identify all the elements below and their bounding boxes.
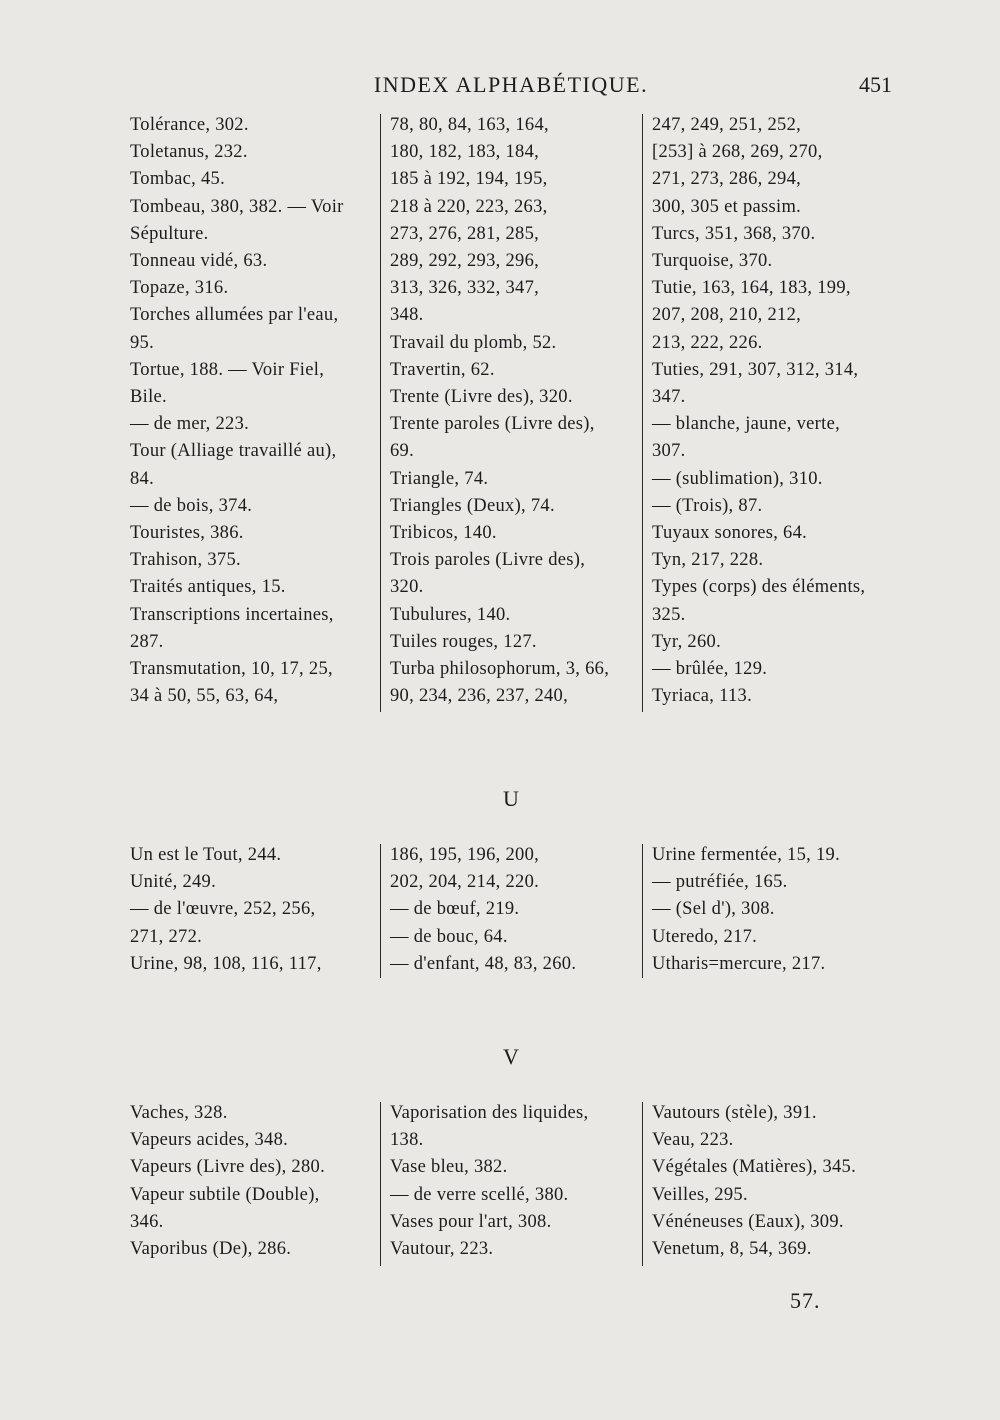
index-entry-line: Travertin, 62. <box>390 359 495 380</box>
index-entry-line: — d'enfant, 48, 83, 260. <box>390 953 577 974</box>
index-entry-line: — putréfiée, 165. <box>652 872 788 893</box>
index-entry-line: Un est le Tout, 244. <box>130 845 282 865</box>
index-entry-line: Tortue, 188. — Voir Fiel, <box>130 359 325 380</box>
index-entry-line: Tuties, 291, 307, 312, 314, <box>652 359 859 380</box>
index-entry-line: 90, 234, 236, 237, 240, <box>390 686 569 707</box>
index-entry-line: 95. <box>130 332 155 353</box>
index-entry-line: 186, 195, 196, 200, <box>390 845 540 865</box>
index-entry-line: Tour (Alliage travaillé au), <box>130 441 337 462</box>
index-entry-line: 346. <box>130 1211 164 1232</box>
index-entry-line: Transmutation, 10, 17, 25, <box>130 659 333 680</box>
index-entry-line: Traités antiques, 15. <box>130 577 286 598</box>
section-v <box>130 1100 892 1268</box>
index-entry-line: 300, 305 et passim. <box>652 196 802 217</box>
index-entry-line: Turquoise, 370. <box>652 251 773 272</box>
index-entry-line: 180, 182, 183, 184, <box>390 142 540 163</box>
signature-mark: 57. <box>790 1288 821 1313</box>
index-entry-line: Urine fermentée, 15, 19. <box>652 845 841 865</box>
index-entry-line: Types (corps) des éléments, <box>652 577 866 598</box>
index-entry-line: 325. <box>652 604 686 625</box>
index-column-1 <box>130 842 372 978</box>
index-entry-line: Trente (Livre des), 320. <box>390 387 573 408</box>
index-entry-line: Triangle, 74. <box>390 468 489 489</box>
index-entry-line: 213, 222, 226. <box>652 332 763 353</box>
index-entry-line: Turcs, 351, 368, 370. <box>652 223 816 244</box>
index-entry-line: Tyr, 260. <box>652 631 722 652</box>
section-t <box>130 112 892 718</box>
page-number: 451 <box>859 72 892 97</box>
index-column-1 <box>130 1100 372 1263</box>
index-entry-line: Tuyaux sonores, 64. <box>652 523 808 544</box>
column-rule <box>642 1102 643 1266</box>
index-entry-line: Trahison, 375. <box>130 550 241 571</box>
index-column-2 <box>390 112 632 710</box>
index-entry-line: Tolérance, 302. <box>130 115 249 135</box>
index-entry-line: 218 à 220, 223, 263, <box>390 196 548 217</box>
index-entry-line: — de bouc, 64. <box>390 926 508 947</box>
section-letter-u: U <box>503 786 519 811</box>
index-entry-line: Unité, 249. <box>130 872 217 893</box>
index-entry-line: Vapeurs (Livre des), 280. <box>130 1157 326 1178</box>
index-entry-line: — blanche, jaune, verte, <box>652 414 841 435</box>
index-entry-line: Trois paroles (Livre des), <box>390 550 586 571</box>
index-entry-line: Veilles, 295. <box>652 1184 748 1205</box>
index-entry-line: — (sublimation), 310. <box>652 468 823 489</box>
column-rule <box>642 114 643 712</box>
index-entry-line: 185 à 192, 194, 195, <box>390 169 548 190</box>
index-entry-line: — de mer, 223. <box>130 414 250 435</box>
index-entry-line: Vénéneuses (Eaux), 309. <box>652 1211 844 1232</box>
index-entry-line: Topaze, 316. <box>130 278 229 299</box>
index-column-3 <box>652 1100 892 1263</box>
index-entry-line: 313, 326, 332, 347, <box>390 278 540 299</box>
index-entry-line: Vase bleu, 382. <box>390 1157 508 1178</box>
index-entry-line: Transcriptions incertaines, <box>130 604 334 625</box>
index-column-3 <box>652 112 892 710</box>
index-entry-line: — de verre scellé, 380. <box>390 1184 569 1205</box>
index-entry-line: 247, 249, 251, 252, <box>652 115 802 135</box>
index-entry-line: Vaporisation des liquides, <box>390 1103 589 1123</box>
index-entry-line: Tribicos, 140. <box>390 523 497 544</box>
index-entry-line: — de l'œuvre, 252, 256, <box>130 899 316 920</box>
index-entry-line: Touristes, 386. <box>130 523 244 544</box>
index-entry-line: — brûlée, 129. <box>652 659 768 680</box>
index-entry-line: Tubulures, 140. <box>390 604 511 625</box>
index-entry-line: 348. <box>390 305 424 326</box>
index-entry-line: Bile. <box>130 387 167 408</box>
index-entry-line: — de bois, 374. <box>130 495 253 516</box>
index-entry-line: 207, 208, 210, 212, <box>652 305 802 326</box>
index-entry-line: Toletanus, 232. <box>130 142 248 163</box>
index-entry-line: Végétales (Matières), 345. <box>652 1157 857 1178</box>
index-entry-line: Tyriaca, 113. <box>652 686 753 707</box>
index-entry-line: 287. <box>130 631 164 652</box>
index-entry-line: 84. <box>130 468 155 489</box>
index-entry-line: 138. <box>390 1130 424 1151</box>
index-entry-line: Turba philosophorum, 3, 66, <box>390 659 610 680</box>
index-entry-line: Travail du plomb, 52. <box>390 332 557 353</box>
index-entry-line: [253] à 268, 269, 270, <box>652 142 823 163</box>
index-entry-line: Tutie, 163, 164, 183, 199, <box>652 278 851 299</box>
index-entry-line: 78, 80, 84, 163, 164, <box>390 115 549 135</box>
index-entry-line: Tuiles rouges, 127. <box>390 631 537 652</box>
index-entry-line: Veau, 223. <box>652 1130 734 1151</box>
page-header <box>130 68 892 102</box>
index-entry-line: Vases pour l'art, 308. <box>390 1211 552 1232</box>
index-entry-line: Vapeur subtile (Double), <box>130 1184 320 1205</box>
index-entry-line: Vautour, 223. <box>390 1239 494 1260</box>
index-entry-line: 34 à 50, 55, 63, 64, <box>130 686 279 707</box>
index-entry-line: 289, 292, 293, 296, <box>390 251 540 272</box>
index-entry-line: Tombeau, 380, 382. — Voir <box>130 196 344 217</box>
index-entry-line: 347. <box>652 387 686 408</box>
index-entry-line: Uteredo, 217. <box>652 926 758 947</box>
column-rule <box>642 844 643 978</box>
index-entry-line: Vautours (stèle), 391. <box>652 1103 817 1123</box>
index-entry-line: Vaches, 328. <box>130 1103 228 1123</box>
index-entry-line: Triangles (Deux), 74. <box>390 495 555 516</box>
index-entry-line: — (Sel d'), 308. <box>652 899 775 920</box>
column-rule <box>380 1102 381 1266</box>
index-entry-line: — de bœuf, 219. <box>390 899 520 920</box>
index-entry-line: Tonneau vidé, 63. <box>130 251 268 272</box>
index-entry-line: Venetum, 8, 54, 369. <box>652 1239 812 1260</box>
index-column-2 <box>390 1100 632 1263</box>
index-entry-line: Trente paroles (Livre des), <box>390 414 595 435</box>
index-entry-line: Tyn, 217, 228. <box>652 550 764 571</box>
index-column-2 <box>390 842 632 978</box>
index-entry-line: 307. <box>652 441 686 462</box>
index-column-1 <box>130 112 372 710</box>
running-title: INDEX ALPHABÉTIQUE. <box>373 72 649 97</box>
index-entry-line: Vapeurs acides, 348. <box>130 1130 289 1151</box>
column-rule <box>380 844 381 978</box>
index-entry-line: 273, 276, 281, 285, <box>390 223 540 244</box>
index-entry-line: Sépulture. <box>130 223 209 244</box>
column-rule <box>380 114 381 712</box>
section-letter-v: V <box>503 1044 519 1069</box>
index-entry-line: 271, 273, 286, 294, <box>652 169 802 190</box>
index-entry-line: Utharis=mercure, 217. <box>652 953 826 974</box>
index-entry-line: 69. <box>390 441 415 462</box>
index-entry-line: Tombac, 45. <box>130 169 225 190</box>
index-entry-line: 320. <box>390 577 424 598</box>
index-entry-line: 271, 272. <box>130 926 203 947</box>
index-entry-line: 202, 204, 214, 220. <box>390 872 540 893</box>
index-entry-line: Urine, 98, 108, 116, 117, <box>130 953 322 974</box>
index-column-3 <box>652 842 892 978</box>
index-entry-line: — (Trois), 87. <box>652 495 763 516</box>
index-entry-line: Vaporibus (De), 286. <box>130 1239 292 1260</box>
index-entry-line: Torches allumées par l'eau, <box>130 305 339 326</box>
section-u <box>130 842 892 982</box>
